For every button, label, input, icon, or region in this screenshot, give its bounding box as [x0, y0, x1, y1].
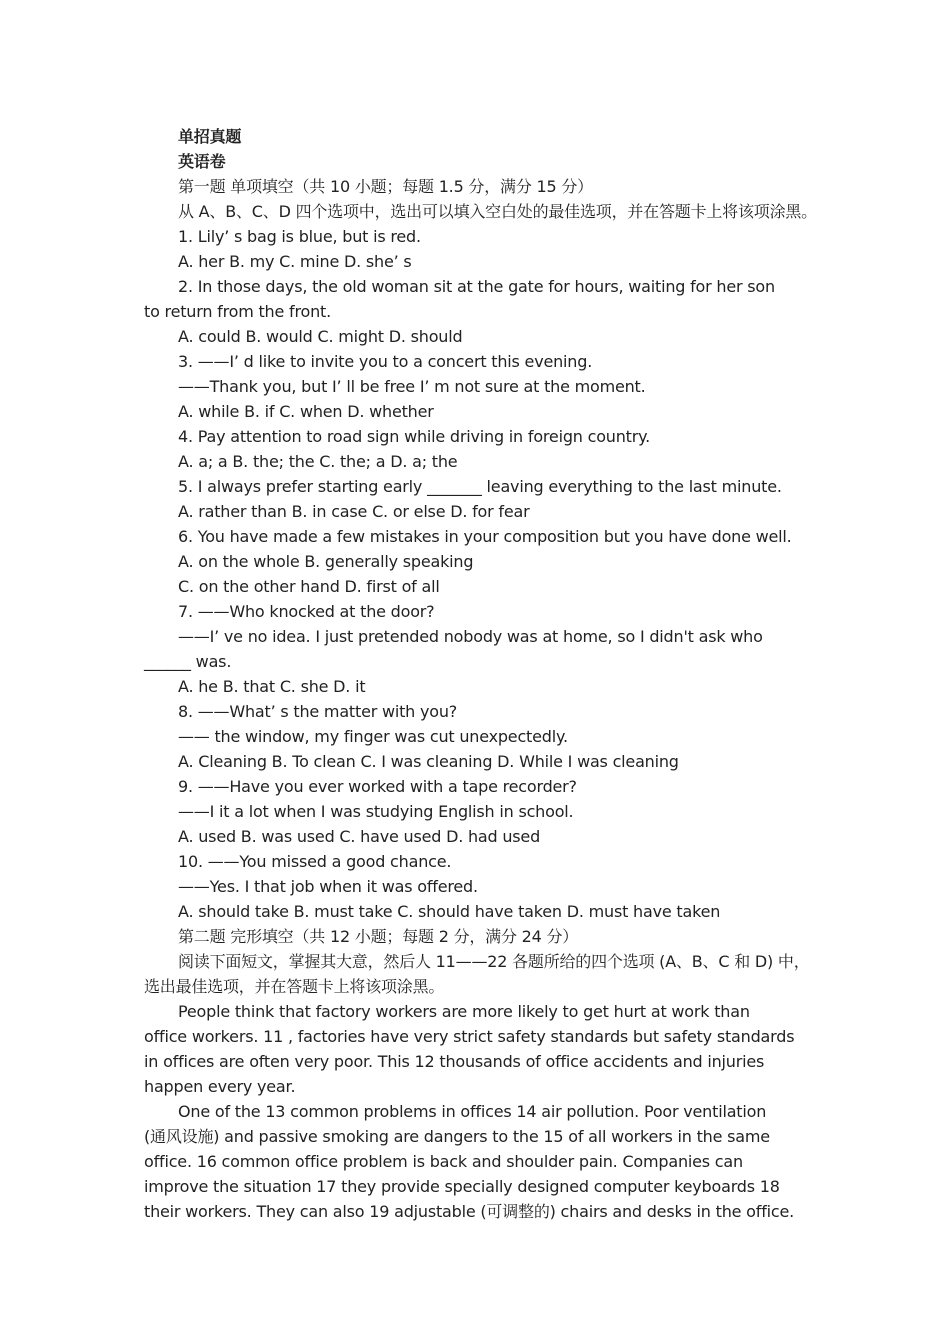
- passage-line: One of the 13 common problems in offices 14 air pollution. Poor ventilation: [178, 1102, 767, 1121]
- question-line: 1. Lily’ s bag is blue, but is red.: [178, 227, 421, 246]
- options-line: A. rather than B. in case C. or else D. for fear: [178, 502, 530, 521]
- document-subtitle: 英语卷: [178, 152, 226, 171]
- options-line: A. could B. would C. might D. should: [178, 327, 463, 346]
- passage-line: their workers. They can also 19 adjustable (可调整的) chairs and desks in the office.: [144, 1202, 794, 1221]
- question-line: 4. Pay attention to road sign while driving in foreign country.: [178, 427, 650, 446]
- passage-line: office. 16 common office problem is back and shoulder pain. Companies can: [144, 1152, 743, 1171]
- section2-heading: 第二题 完形填空（共 12 小题；每题 2 分，满分 24 分）: [178, 927, 579, 946]
- options-line: A. while B. if C. when D. whether: [178, 402, 434, 421]
- section2-instruction: 选出最佳选项，并在答题卡上将该项涂黑。: [144, 977, 445, 996]
- passage-line: happen every year.: [144, 1077, 296, 1096]
- document-title: 单招真题: [178, 127, 242, 146]
- section1-instruction: 从 A、B、C、D 四个选项中，选出可以填入空白处的最佳选项，并在答题卡上将该项涂黑。: [178, 202, 817, 221]
- dialogue-line: ——I’ ve no idea. I just pretended nobody was at home, so I didn't ask who: [178, 627, 763, 646]
- options-line: A. Cleaning B. To clean C. I was cleaning D. While I was cleaning: [178, 752, 679, 771]
- question-line: 8. ——What’ s the matter with you?: [178, 702, 458, 721]
- options-line: A. used B. was used C. have used D. had used: [178, 827, 541, 846]
- question-line-continued: to return from the front.: [144, 302, 331, 321]
- question-line: 3. ——I’ d like to invite you to a concert this evening.: [178, 352, 593, 371]
- passage-line: (通风设施) and passive smoking are dangers to the 15 of all workers in the same: [144, 1127, 770, 1146]
- dialogue-line: ——I it a lot when I was studying English in school.: [178, 802, 574, 821]
- dialogue-line: ——Thank you, but I’ ll be free I’ m not sure at the moment.: [178, 377, 646, 396]
- options-line: A. should take B. must take C. should have taken D. must have taken: [178, 902, 721, 921]
- dialogue-line: ——Yes. I that job when it was offered.: [178, 877, 478, 896]
- options-line: C. on the other hand D. first of all: [178, 577, 440, 596]
- passage-line: People think that factory workers are more likely to get hurt at work than: [178, 1002, 750, 1021]
- options-line: A. he B. that C. she D. it: [178, 677, 366, 696]
- question-line: 2. In those days, the old woman sit at the gate for hours, waiting for her son: [178, 277, 775, 296]
- passage-line: in offices are often very poor. This 12 thousands of office accidents and injuries: [144, 1052, 765, 1071]
- options-line: A. a; a B. the; the C. the; a D. a; the: [178, 452, 458, 471]
- question-line: 9. ——Have you ever worked with a tape recorder?: [178, 777, 577, 796]
- passage-line: improve the situation 17 they provide specially designed computer keyboards 18: [144, 1177, 780, 1196]
- section2-instruction: 阅读下面短文，掌握其大意，然后人 11——22 各题所给的四个选项 (A、B、C 和 D) 中，: [178, 952, 810, 971]
- dialogue-line: —— the window, my finger was cut unexpectedly.: [178, 727, 568, 746]
- question-line: 10. ——You missed a good chance.: [178, 852, 452, 871]
- section1-heading: 第一题 单项填空（共 10 小题；每题 1.5 分，满分 15 分）: [178, 177, 593, 196]
- dialogue-line-continued: ______ was.: [144, 652, 232, 671]
- question-line: 7. ——Who knocked at the door?: [178, 602, 435, 621]
- question-line: 5. I always prefer starting early _______ leaving everything to the last minute.: [178, 477, 782, 496]
- question-line: 6. You have made a few mistakes in your composition but you have done well.: [178, 527, 792, 546]
- options-line: A. on the whole B. generally speaking: [178, 552, 474, 571]
- options-line: A. her B. my C. mine D. she’ s: [178, 252, 412, 271]
- passage-line: office workers. 11 , factories have very strict safety standards but safety standards: [144, 1027, 795, 1046]
